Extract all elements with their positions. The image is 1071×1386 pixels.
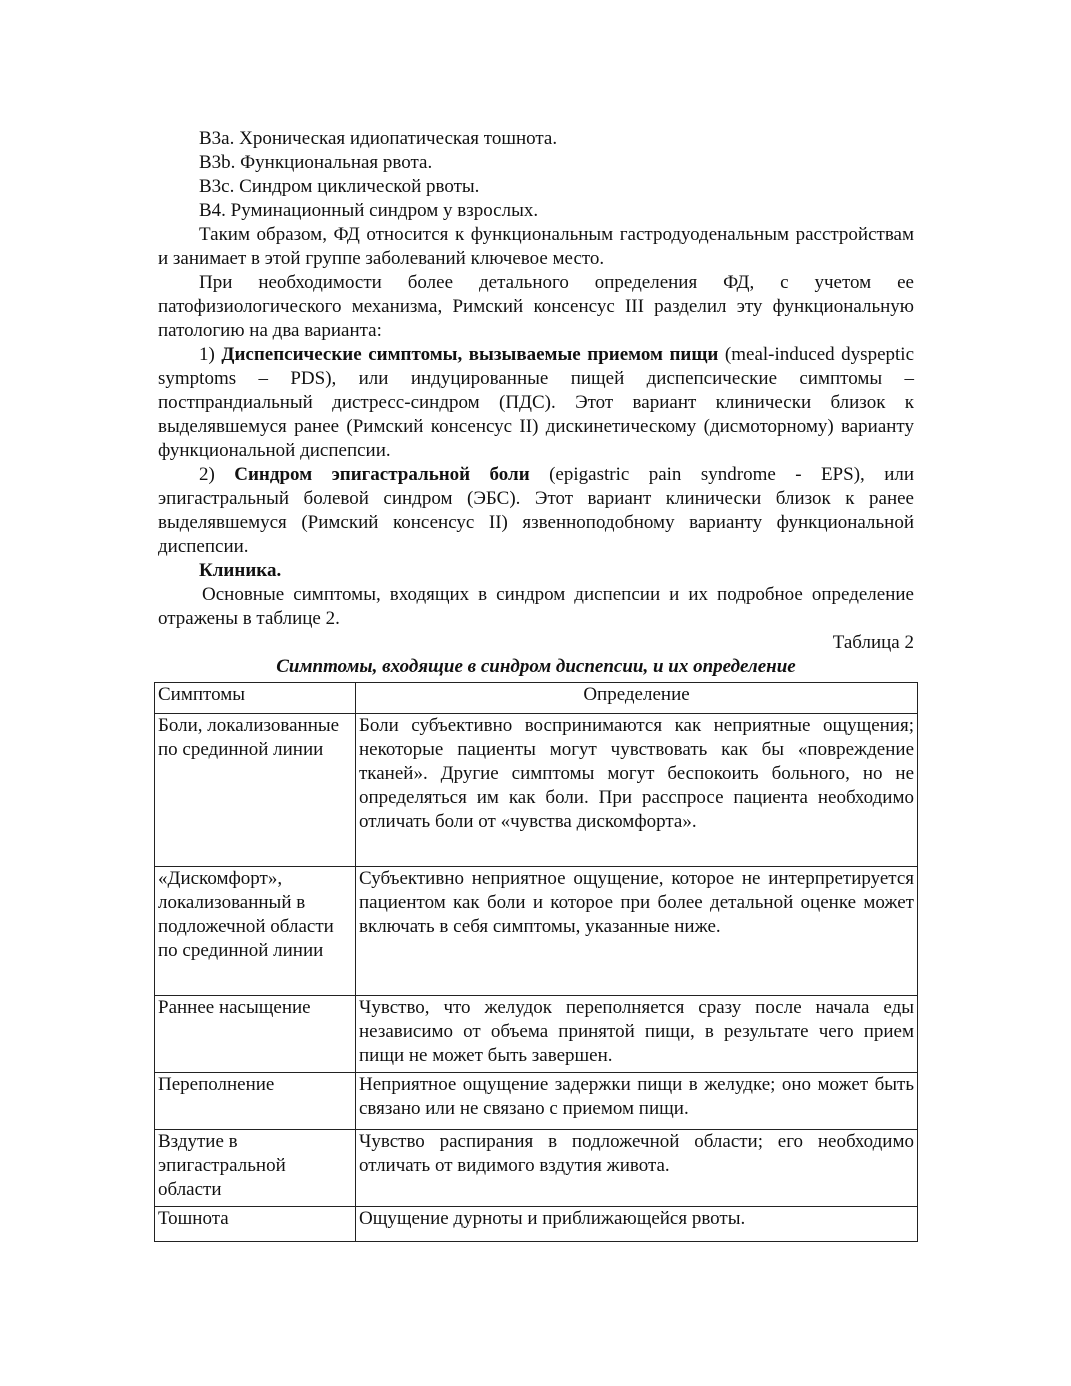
section-heading: Клиника. xyxy=(199,560,282,581)
table-caption: Симптомы, входящие в синдром диспепсии, и их определение xyxy=(276,656,796,677)
table-label: Таблица 2 xyxy=(832,632,914,653)
symptom-cell: Переполнение xyxy=(155,1073,356,1130)
table-row xyxy=(155,1207,918,1242)
definition-cell: Ощущение дурноты и приближающейся рвоты. xyxy=(356,1207,918,1242)
list-item-b3b: B3b. Функциональная рвота. xyxy=(199,152,433,173)
header-definition: Определение xyxy=(356,683,918,714)
table-row xyxy=(155,714,918,867)
table-row xyxy=(155,1130,918,1207)
paragraph-variant-2: 2) Синдром эпигастральной боли (epigastric pain syndrome - EPS), или эпигастральный болевой синдром (ЭБС). Этот вариант клинически близок к ранее выделявшемуся (Римский консенсус II) язвенноподобному варианту функциональной диспепсии. xyxy=(158,464,915,557)
table-header-row xyxy=(155,683,918,714)
paragraph-table-intro: Основные симптомы, входящих в синдром диспепсии и их подробное определение отражены в таблице 2. xyxy=(158,584,914,629)
symptom-cell: Тошнота xyxy=(155,1207,356,1242)
paragraph-fd-summary: Таким образом, ФД относится к функциональным гастродуоденальным расстройствам и занимает в этой группе заболеваний ключевое место. xyxy=(158,224,914,269)
symptom-cell: Вздутие в эпигастральной области xyxy=(155,1130,356,1207)
table-row xyxy=(155,1073,918,1130)
paragraph-variant-1: 1) Диспепсические симптомы, вызываемые приемом пищи (meal-induced dyspeptic symptoms – PDS), или индуцированные пищей диспепсические симптомы – постпрандиальный дистресс-синдром (ПДС). Этот вариант клинически близок к выделявшемуся ранее (Римский консенсус II) дискинетическому (дисмоторному) варианту функциональной диспепсии. xyxy=(158,344,914,461)
variant-1-title: Диспепсические симптомы, вызываемые приемом пищи xyxy=(221,344,719,365)
variant-2-title: Синдром эпигастральной боли xyxy=(234,464,530,485)
symptom-cell: Раннее насыщение xyxy=(155,996,356,1073)
list-item-b3c: B3c. Синдром циклической рвоты. xyxy=(199,176,480,197)
definition-cell: Субъективно неприятное ощущение, которое не интерпретируется пациентом как боли и которое при более детальной оценке может включать в себя симптомы, указанные ниже. xyxy=(356,867,918,996)
symptom-cell: «Дискомфорт», локализованный в подложечной области по срединной линии xyxy=(155,867,356,996)
table-row xyxy=(155,996,918,1073)
symptoms-table xyxy=(154,682,918,1242)
list-item-b4: B4. Руминационный синдром у взрослых. xyxy=(199,200,539,221)
list-item-b3a: B3a. Хроническая идиопатическая тошнота. xyxy=(199,128,558,149)
definition-cell: Чувство распирания в подложечной области; его необходимо отличать от видимого вздутия живота. xyxy=(356,1130,918,1207)
definition-cell: Чувство, что желудок переполняется сразу после начала еды независимо от объема принятой пищи, в результате чего прием пищи не может быть завершен. xyxy=(356,996,918,1073)
paragraph-rome-iii: При необходимости более детального определения ФД, с учетом ее патофизиологического механизма, Римский консенсус III разделил эту функциональную патологию на два варианта: xyxy=(158,272,914,341)
body-text xyxy=(158,127,914,679)
table-row xyxy=(155,867,918,996)
definition-cell: Неприятное ощущение задержки пищи в желудке; оно может быть связано или не связано с приемом пищи. xyxy=(356,1073,918,1130)
symptom-cell: Боли, локализованные по срединной линии xyxy=(155,714,356,867)
definition-cell: Боли субъективно воспринимаются как неприятные ощущения; некоторые пациенты могут чувствовать как бы «повреждение тканей». Другие симптомы могут беспокоить больного, но не определяться им как боли. При расспросе пациента необходимо отличать боли от «чувства дискомфорта». xyxy=(356,714,918,867)
header-symptoms: Симптомы xyxy=(155,683,356,714)
